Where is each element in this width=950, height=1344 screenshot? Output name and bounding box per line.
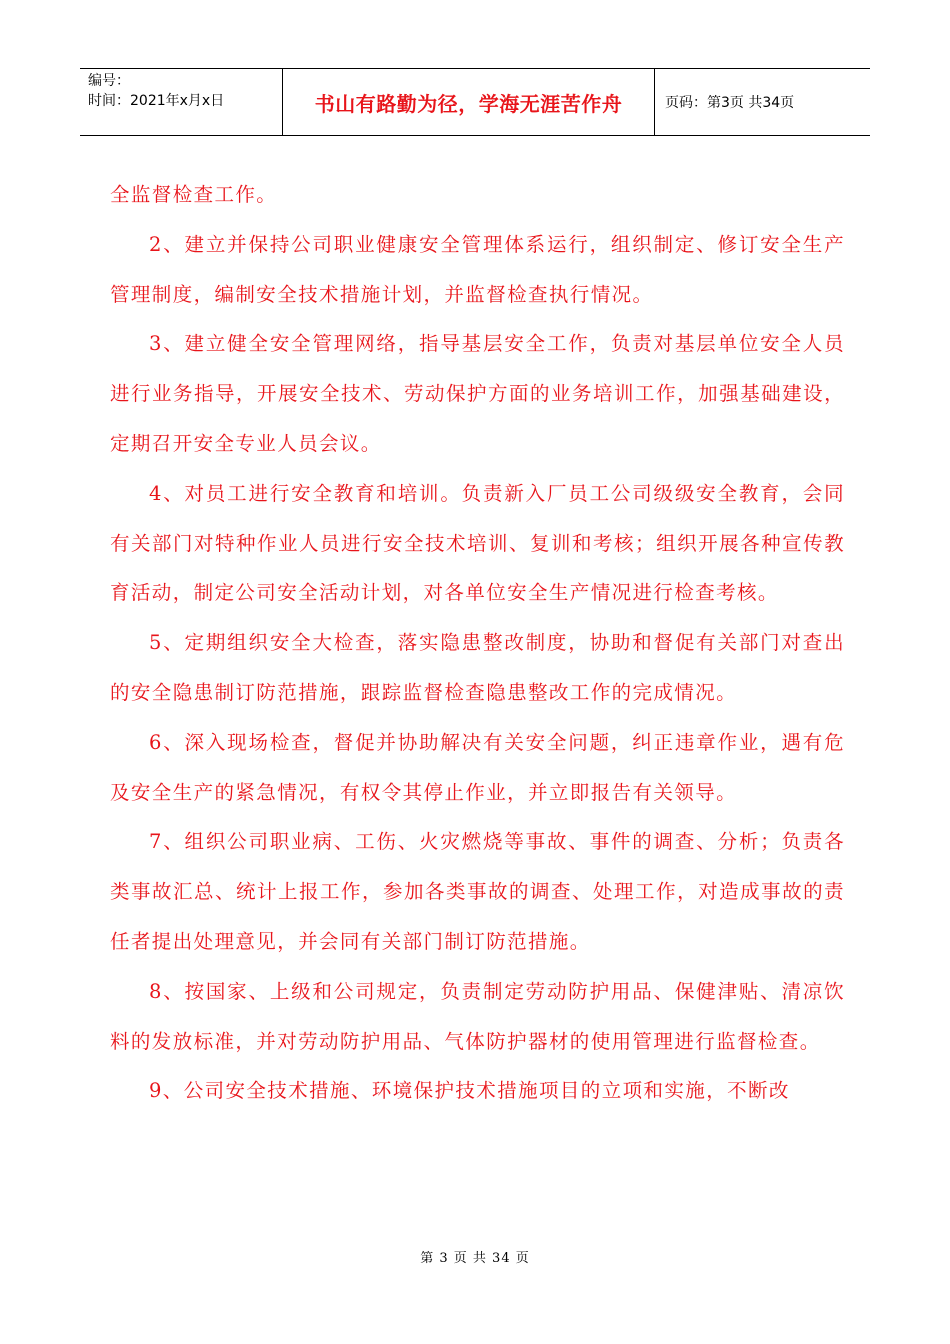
paragraph-item-9: 9、公司安全技术措施、环境保护技术措施项目的立项和实施，不断改 <box>149 1079 790 1103</box>
page-footer: 第 3 页 共 34 页 <box>420 1251 530 1266</box>
document-body <box>110 170 845 1116</box>
header-page-info: 页码：第3页 共34页 <box>665 95 795 111</box>
paragraph-item-2: 2、建立并保持公司职业健康安全管理体系运行，组织制定、修订安全生产管理制度，编制安全技术措施计划，并监督检查执行情况。 <box>110 232 845 306</box>
paragraph-item-6: 6、深入现场检查，督促并协助解决有关安全问题，纠正违章作业，遇有危及安全生产的紧急情况，有权令其停止作业，并立即报告有关领导。 <box>110 730 845 804</box>
header-motto: 书山有路勤为径，学海无涯苦作舟 <box>283 69 655 135</box>
header-meta-cell <box>80 69 283 135</box>
paragraph-item-5: 5、定期组织安全大检查，落实隐患整改制度，协助和督促有关部门对查出的安全隐患制订防范措施，跟踪监督检查隐患整改工作的完成情况。 <box>110 631 845 704</box>
paragraph-continuation: 全监督检查工作。 <box>110 183 278 206</box>
page-header <box>80 68 870 136</box>
paragraph-item-4: 4、对员工进行安全教育和培训。负责新入厂员工公司级级安全教育，会同有关部门对特种作业人员进行安全技术培训、复训和考核；组织开展各种宣传教育活动，制定公司安全活动计划，对各单位安全生产情况进行检查考核。 <box>110 481 845 605</box>
document-date-label: 时间：2021年x月x日 <box>88 93 225 109</box>
paragraph-item-3: 3、建立健全安全管理网络，指导基层安全工作，负责对基层单位安全人员进行业务指导，开展安全技术、劳动保护方面的业务培训工作，加强基础建设，定期召开安全专业人员会议。 <box>110 332 845 455</box>
paragraph-item-7: 7、组织公司职业病、工伤、火灾燃烧等事故、事件的调查、分析；负责各类事故汇总、统计上报工作，参加各类事故的调查、处理工作，对造成事故的责任者提出处理意见，并会同有关部门制订防范措施。 <box>110 830 845 953</box>
paragraph-item-8: 8、按国家、上级和公司规定，负责制定劳动防护用品、保健津贴、清凉饮料的发放标准，并对劳动防护用品、气体防护器材的使用管理进行监督检查。 <box>110 979 845 1053</box>
document-number-label: 编号： <box>88 73 130 89</box>
